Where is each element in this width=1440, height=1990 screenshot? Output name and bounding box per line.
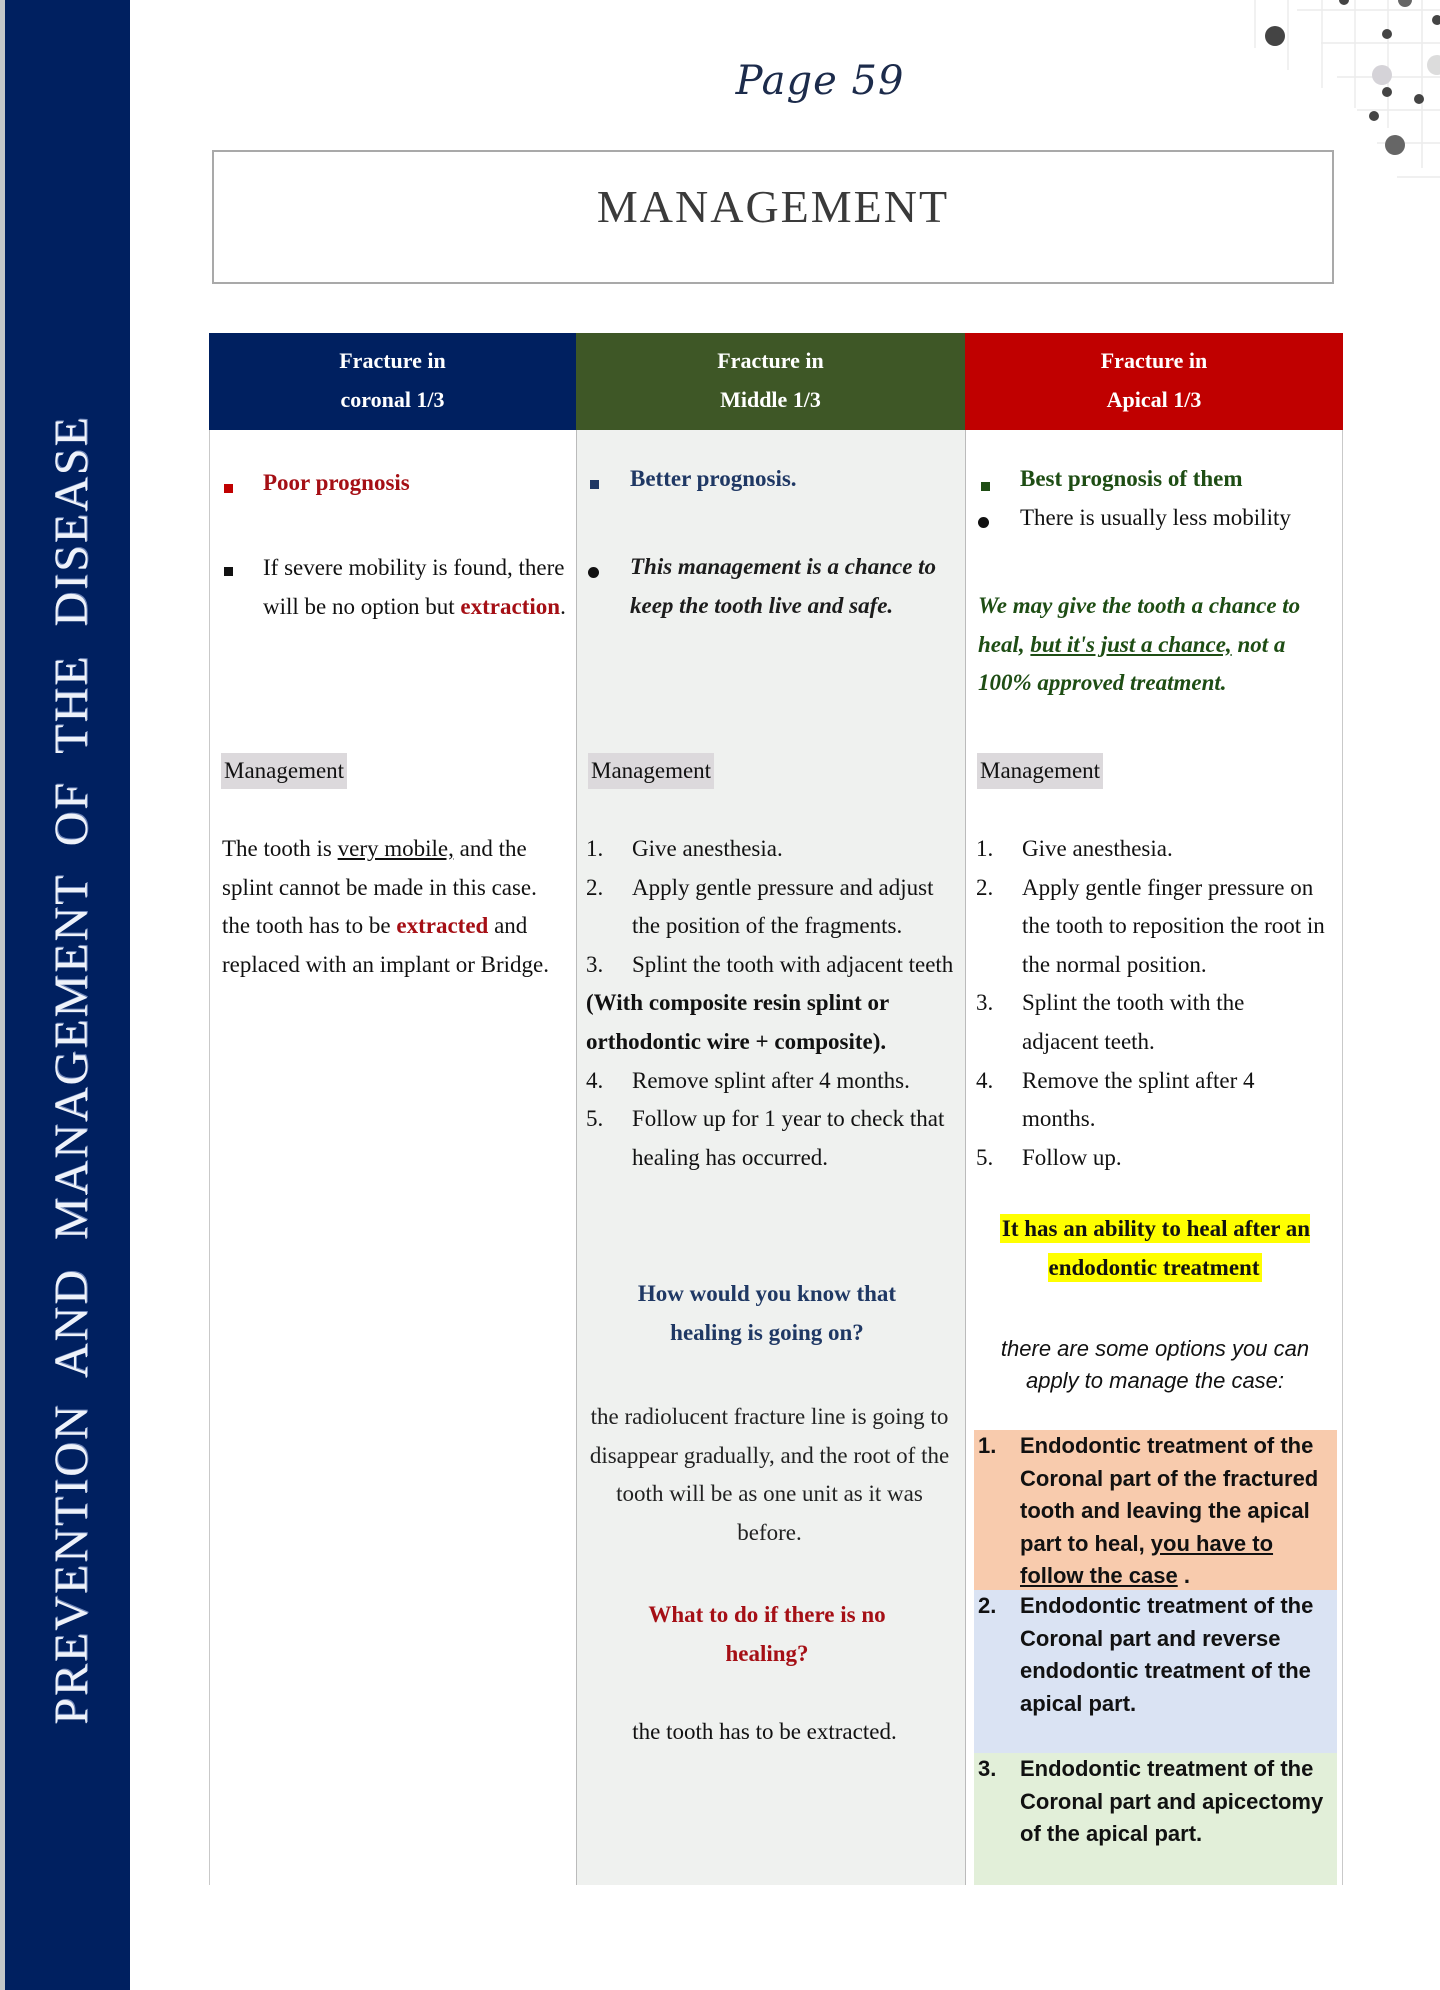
step-text: Splint the tooth with the adjacent teeth. [1022, 990, 1245, 1054]
step-item [976, 984, 1322, 1061]
sidebar-title: PREVENTION AND MANAGEMENT OF THE DISEASE [45, 415, 98, 1725]
step-item [586, 1100, 957, 1177]
step-text: Remove the splint after 4 months. [1022, 1067, 1255, 1132]
header-coronal [209, 333, 576, 430]
header-line: Fracture in [339, 348, 446, 373]
round-bullet-icon [978, 517, 989, 528]
underlined-text: very mobile, [337, 836, 454, 861]
step-number: 1. [586, 836, 604, 861]
step-number: 5. [976, 1144, 994, 1170]
header-middle [576, 333, 965, 430]
note-text: If severe mobility is found, there will be no option but [263, 555, 565, 619]
option-text: Endodontic treatment of the Coronal part of the fractured tooth and leaving the apical part to heal, [1020, 1433, 1319, 1556]
header-line: Apical 1/3 [1106, 387, 1202, 412]
prognosis-text: Best prognosis of them [1020, 466, 1243, 491]
step-text: Give anesthesia. [1022, 836, 1173, 861]
step-item [586, 946, 961, 985]
text: and replaced with an implant or Bridge. [222, 913, 550, 977]
square-bullet-icon [590, 480, 599, 489]
step-number: 5. [586, 1106, 604, 1132]
step-number: 4. [586, 1067, 604, 1093]
management-label: Management [221, 753, 347, 789]
management-text [222, 830, 572, 984]
step-number: 2. [586, 874, 604, 900]
step-item [586, 830, 961, 869]
step-text: Give anesthesia. [632, 836, 783, 861]
management-chance-note: This management is a chance to keep the tooth live and safe. [630, 554, 937, 618]
note-text: not a 100% approved treatment. [978, 631, 1286, 696]
mobility-note [263, 549, 568, 626]
step-text: Follow up for 1 year to check that healing has occurred. [632, 1106, 945, 1170]
header-line: Middle 1/3 [720, 387, 821, 412]
square-bullet-icon [981, 482, 990, 491]
healing-chance-note [978, 587, 1338, 703]
no-healing-question: What to do if there is no healing? [648, 1602, 886, 1666]
healing-question: How would you know that healing is going on? [637, 1281, 897, 1345]
title-box [212, 150, 1334, 284]
option-number: 3. [978, 1756, 997, 1781]
page-title: MANAGEMENT [596, 181, 950, 232]
step-item [586, 869, 961, 946]
step-number: 3. [976, 990, 994, 1016]
underlined-text: you have to follow the case [1020, 1530, 1274, 1588]
step-item [976, 1139, 1336, 1178]
option-text: Endodontic treatment of the Coronal part and apicectomy of the apical part. [1020, 1756, 1324, 1846]
option-number: 1. [978, 1433, 997, 1458]
step-item [976, 869, 1336, 985]
management-label: Management [588, 753, 714, 789]
option-text: Endodontic treatment of the Coronal part and reverse endodontic treatment of the apical part. [1020, 1593, 1314, 1716]
management-steps [976, 830, 1336, 1177]
underlined-text: but it's just a chance, [1030, 631, 1232, 657]
header-line: Fracture in [1100, 348, 1208, 373]
column-coronal [209, 430, 576, 1885]
step-item [976, 830, 1336, 869]
column-apical [965, 430, 1343, 1885]
header-line: Fracture in [717, 348, 824, 373]
no-healing-answer: the tooth has to be extracted. [632, 1719, 897, 1744]
option-item [974, 1430, 1337, 1590]
highlighted-text: It has an ability to heal after an endodontic treatment [1001, 1216, 1311, 1280]
option-text: . [1177, 1563, 1190, 1588]
options-intro: there are some options you can apply to manage the case: [1000, 1336, 1310, 1393]
text: The tooth is [222, 836, 338, 861]
step-text: Apply gentle finger pressure on the tooth to reposition the root in the normal position. [1022, 874, 1325, 977]
fracture-management-table [209, 333, 1343, 1885]
round-bullet-icon [588, 567, 599, 578]
step-text: Splint the tooth with adjacent teeth [632, 951, 954, 977]
note-text: . [560, 593, 566, 619]
text: and the splint cannot be made in this case. [222, 836, 537, 900]
step-number: 4. [976, 1067, 994, 1093]
step-number: 1. [976, 836, 994, 861]
splint-note: (With composite resin splint or orthodontic wire + composite). [586, 990, 889, 1054]
step-text: Remove splint after 4 months. [632, 1067, 910, 1093]
note-emphasis: extraction [460, 593, 561, 619]
step-text: Follow up. [1022, 1144, 1122, 1170]
header-apical [965, 333, 1343, 430]
heal-note [971, 1210, 1339, 1287]
mobility-text: There is usually less mobility [1020, 505, 1291, 530]
step-item [976, 1062, 1322, 1139]
step-item [586, 1062, 961, 1101]
square-bullet-icon [224, 567, 233, 576]
prognosis-text: Poor prognosis [263, 470, 410, 495]
prognosis-text: Better prognosis. [630, 466, 797, 491]
step-text: Apply gentle pressure and adjust the position of the fragments. [632, 874, 934, 939]
option-item [974, 1753, 1337, 1885]
option-item [974, 1590, 1337, 1753]
sidebar-band [5, 0, 130, 1990]
page-number: Page 59 [735, 58, 905, 104]
column-middle [576, 430, 965, 1885]
step-number: 3. [586, 951, 604, 977]
emphasis-text: extracted [396, 913, 489, 939]
management-label: Management [977, 753, 1103, 789]
note-text: We may give the tooth a chance to heal, [978, 593, 1301, 657]
management-steps [586, 830, 961, 1177]
healing-answer: the radiolucent fracture line is going to disappear gradually, and the root of the tooth will be as one unit as it was before. [589, 1404, 950, 1545]
step-number: 2. [976, 874, 994, 900]
text: the tooth has to be [222, 913, 397, 939]
option-number: 2. [978, 1593, 997, 1618]
header-line: coronal 1/3 [340, 387, 445, 412]
square-bullet-icon [224, 484, 233, 493]
